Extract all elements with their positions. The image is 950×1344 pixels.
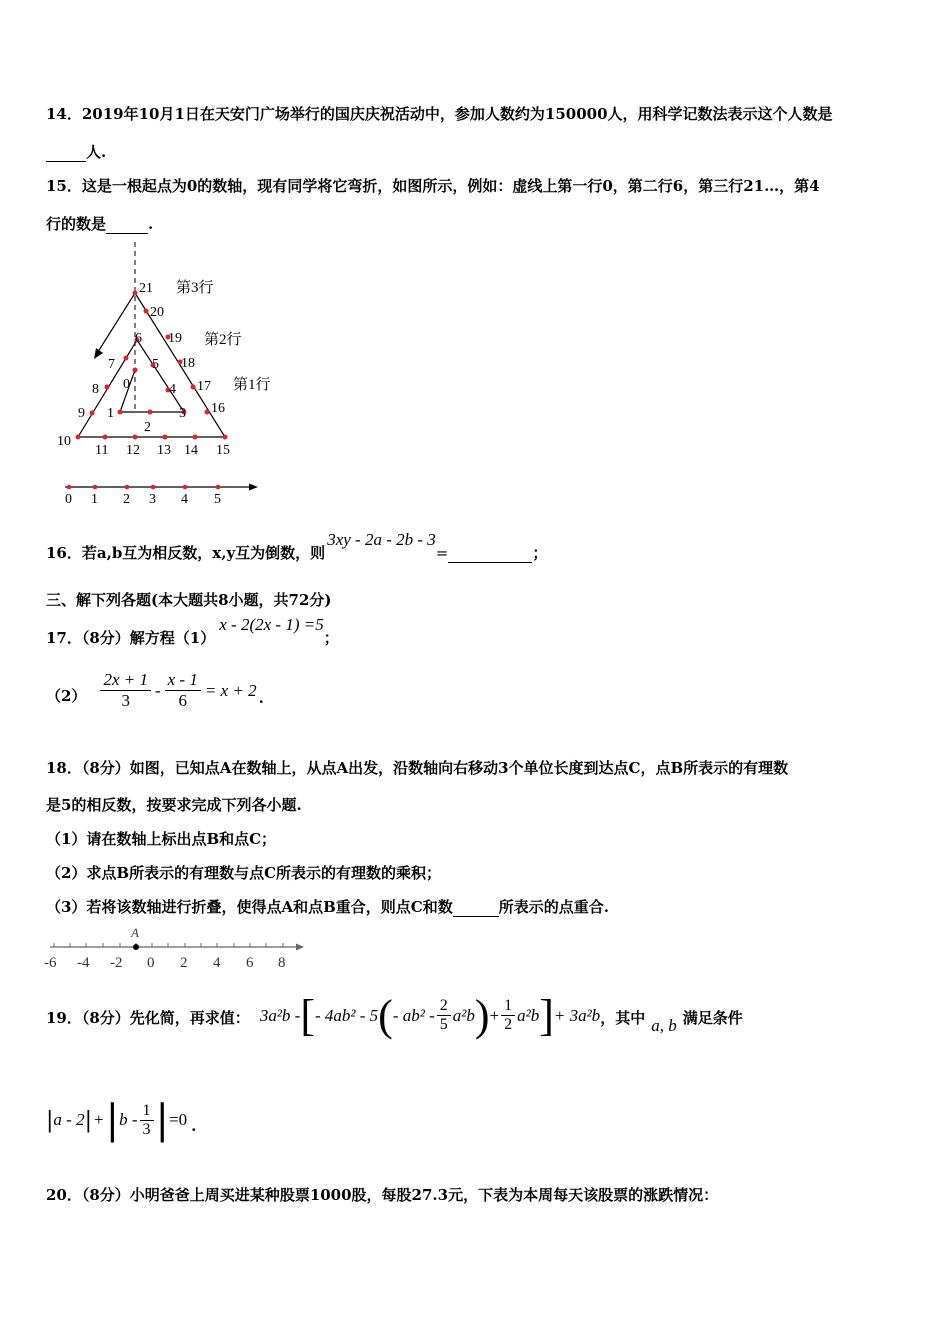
q19-cond-den: 3 [142, 1120, 151, 1138]
q19-line1 [46, 990, 743, 1041]
q19-expr-part2: - 4ab² - 5 [314, 1005, 379, 1025]
q18-answer-blank[interactable] [453, 898, 499, 917]
q17-text: 17．（8分）解方程（1） [46, 629, 216, 647]
q15-text2: 行的数是 [46, 215, 107, 233]
svg-text:2: 2 [123, 492, 130, 507]
q19-right-bracket: ] [539, 991, 554, 1040]
q19-expr-part5: a²b [517, 1005, 540, 1025]
q16-expr: 3xy - 2a - 2b - 3 [327, 530, 436, 549]
q18-text1: 18．（8分）如图，已知点A在数轴上，从点A出发，沿数轴向右移动3个单位长度到达点C，点B所表示的有理数 [46, 759, 789, 777]
num-10: 10 [57, 434, 71, 449]
row-label-2: 第2行 [204, 332, 242, 348]
num-14: 14 [184, 443, 198, 458]
row-labels [176, 279, 271, 393]
num-8: 8 [92, 382, 99, 397]
q17-frac1-num: 2x + 1 [100, 670, 151, 691]
num-16: 16 [211, 401, 225, 416]
abs-bar-4: | [155, 1097, 169, 1143]
svg-text:5: 5 [214, 492, 221, 507]
q19-frac-num: 2 [437, 997, 451, 1016]
q14-answer-blank[interactable] [46, 143, 86, 162]
q17-frac2-den: 6 [178, 691, 187, 710]
arrow-head [94, 348, 103, 359]
q19-frac-den: 5 [439, 1016, 448, 1033]
q17-expr1: x - 2(2x - 1) =5 [219, 615, 324, 634]
q18-sub3-text-b: 所表示的点重合. [498, 898, 609, 916]
num-1: 1 [107, 406, 114, 421]
q17-minus: - [154, 680, 161, 700]
q14-line1 [46, 103, 833, 124]
q18-tick-labels [44, 955, 286, 971]
q19-expr-part3: - ab² - [392, 1005, 435, 1025]
axis-arrow [249, 484, 258, 491]
section-3-heading [46, 589, 332, 610]
row-label-1: 第1行 [233, 377, 271, 393]
q16-text: 16．若a,b互为相反数，x,y互为倒数，则 [46, 544, 326, 562]
abs-bar-3: | [105, 1097, 120, 1143]
num-15: 15 [216, 443, 230, 458]
q19-text: 19．（8分）先化简，再求值： [46, 1009, 250, 1027]
q17-rhs: = x + 2 [204, 680, 257, 700]
q20-line [46, 1184, 718, 1205]
q17-line2 [46, 670, 264, 711]
num-6: 6 [135, 331, 142, 346]
svg-text:-2: -2 [110, 955, 123, 971]
q19-cond-b: b - [119, 1110, 138, 1129]
svg-text:1: 1 [91, 492, 98, 507]
point-a-label: A [131, 925, 139, 940]
q19-cond-plus: + [94, 1110, 104, 1129]
svg-text:8: 8 [278, 955, 286, 971]
q19-cond-eq: =0 [169, 1110, 188, 1129]
q19-right-paren: ) [474, 991, 490, 1040]
q18-sub3-text-a: （3）若将该数轴进行折叠，使得点A和点B重合，则点C和数 [46, 898, 453, 916]
svg-text:-4: -4 [77, 955, 90, 971]
num-19: 19 [168, 331, 182, 346]
q18-axis-arrow [296, 944, 304, 951]
q19-left-bracket: [ [300, 991, 315, 1040]
num-4: 4 [169, 382, 176, 397]
num-2: 2 [144, 420, 151, 435]
num-11: 11 [95, 443, 109, 458]
q18-sub2-text: （2）求点B所表示的有理数与点C所表示的有理数的乘积； [46, 864, 442, 882]
q19-expr-part1: 3a²b - [259, 1005, 301, 1025]
middle-triangle [120, 340, 184, 412]
q19-frac2-num: 1 [501, 997, 515, 1016]
q16-line [46, 529, 548, 562]
q19-cond: 满足条件 [682, 1009, 743, 1027]
num-3: 3 [179, 406, 186, 421]
q18-number-line [42, 922, 307, 972]
q19-vars: a, b [651, 1015, 677, 1035]
bent-number-line-figure [50, 240, 290, 510]
q19-cond-num: 1 [140, 1102, 154, 1121]
q19-frac2-den: 2 [504, 1016, 513, 1033]
section-3-title: 三、解下列各题(本大题共8小题，共72分) [46, 591, 332, 609]
abs-bar-2: | [84, 1107, 93, 1133]
svg-text:-6: -6 [44, 955, 57, 971]
q18-line1 [46, 757, 788, 778]
num-13: 13 [157, 443, 171, 458]
q18-line2 [46, 794, 302, 815]
q14-tail: 人. [86, 143, 107, 161]
q16-eq: = [435, 544, 449, 562]
num-0: 0 [123, 377, 130, 392]
q18-sub3 [46, 896, 609, 917]
num-21: 21 [139, 281, 153, 296]
num-5: 5 [152, 357, 159, 372]
q19-condition-line [46, 1097, 197, 1143]
q19-where: ，其中 [600, 1009, 646, 1027]
q19-cond-abs1: a - 2 [53, 1110, 85, 1129]
num-7: 7 [108, 357, 115, 372]
q15-text: 15．这是一根起点为0的数轴，现有同学将它弯折，如图所示，例如：虚线上第一行0，第二行6，第三行21…，第4 [46, 177, 820, 195]
q15-end: . [148, 215, 154, 233]
q18-text2: 是5的相反数，按要求完成下列各小题. [46, 796, 302, 814]
q19-expr-part4: a²b [452, 1005, 475, 1025]
q18-sub1 [46, 828, 276, 849]
num-17: 17 [197, 379, 211, 394]
q17-fraction-1 [100, 670, 151, 711]
q17-line1 [46, 614, 339, 647]
q16-end: ； [532, 544, 548, 562]
num-12: 12 [126, 443, 140, 458]
point-a [133, 944, 139, 950]
q18-sub2 [46, 862, 441, 883]
svg-text:2: 2 [180, 955, 188, 971]
row-label-3: 第3行 [176, 280, 214, 296]
q19-cond-fraction [140, 1102, 154, 1139]
q14-text: 14．2019年10月1日在天安门广场举行的国庆庆祝活动中，参加人数约为150000人，用科学记数法表示这个人数是 [46, 105, 833, 123]
svg-text:0: 0 [65, 492, 72, 507]
abs-bar-1: | [46, 1107, 54, 1133]
num-20: 20 [150, 305, 164, 320]
q19-plus: + [489, 1005, 500, 1025]
svg-text:4: 4 [181, 492, 188, 507]
q17-end1: ； [323, 629, 339, 647]
q14-line2 [46, 141, 106, 162]
q19-fraction-2-5 [437, 997, 451, 1034]
q19-cond-end: . [191, 1117, 197, 1135]
q17-end2: . [258, 688, 264, 707]
q19-left-paren: ( [378, 991, 393, 1040]
num-18: 18 [181, 356, 195, 371]
q17-fraction-2 [165, 670, 201, 711]
axis-tick-labels [65, 492, 221, 507]
q15-line2 [46, 213, 153, 234]
q16-answer-blank[interactable] [448, 544, 532, 563]
svg-text:6: 6 [246, 955, 254, 971]
q18-sub1-text: （1）请在数轴上标出点B和点C； [46, 830, 277, 848]
q17-frac2-num: x - 1 [165, 670, 201, 691]
svg-text:3: 3 [149, 492, 156, 507]
q15-answer-blank[interactable] [106, 215, 148, 234]
q17-part2: （2） [46, 687, 87, 705]
q20-text: 20．（8分）小明爸爸上周买进某种股票1000股，每股27.3元，下表为本周每天该股票的涨跌情况： [46, 1186, 719, 1204]
q19-fraction-1-2 [501, 997, 515, 1034]
arrow-line [96, 293, 135, 355]
q19-expr-tail: + 3a²b [553, 1005, 601, 1025]
num-9: 9 [78, 406, 85, 421]
q15-line1 [46, 175, 820, 196]
q17-frac1-den: 3 [121, 691, 130, 710]
svg-text:4: 4 [213, 955, 221, 971]
svg-text:0: 0 [147, 955, 155, 971]
